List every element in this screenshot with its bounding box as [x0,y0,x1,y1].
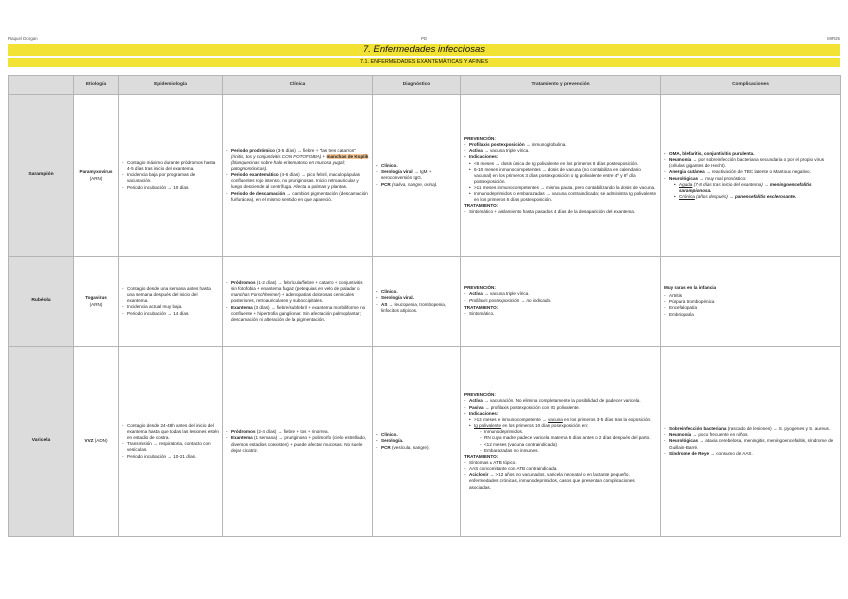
diagnosis-cell [373,257,461,347]
row-label: Rubéola [9,257,74,347]
list-item: - Exantema (3 días) → fiebre/subfebril + exantema morbiliforme no confluente + hipertrofia ganglionar. Sin afectación palmoplantar; descamación ni alteración de la pigmentación. [226,305,369,323]
list-item: - Periodo exantemático (4-6 días) → pico febril, maculopápulas confluentes rojo intenso, no pruriginosas. Inicio retroauricular y luego desciende al centrífuga. Afecta a palmas y plantas. [226,172,369,190]
list-item: - Periodo prodrómico (3-5 días) → fiebre + "las tres catarros" (rinitis, tos y conjuntivitis CON FOTOFOBIA) + manchas de Koplik (blanquecinas sobre halo eritematoso en mucosa yugal; patognomónicas). [226,148,369,172]
list-item: - Neurológicas → muy mal pronóstico: [664,176,837,182]
etiology-cell: Paramyxovirus (ARN) [74,95,119,257]
list-item: - Contagio desde una semana antes hasta una semana después del inicio del exantema. [122,286,219,304]
list-item: - Artritis [664,293,837,299]
list-item: - Periodo de descamación → cambios pigmentación (descamación furfurácea), en el mismo sentido en que apareció. [226,191,369,203]
list-item: - Serología viral. [376,295,457,301]
page-header [8,36,840,44]
etiology-cell: Togavirus (ARN) [74,257,119,347]
epidemiology-cell [119,257,223,347]
list-item: • Aguda (7-8 días tras inicio del exantema) → meningoencefalitis sarampionosa. [674,182,837,194]
section-subtitle: 7.1. ENFERMEDADES EXANTEMÁTICAS Y AFINES [8,58,840,67]
list-item: - Contagio desde 24-48h antes del inicio del exantema hasta que todas las lesiones estén en estadio de costra. [122,423,219,441]
list-item: - Activa → vacuna triple vírica. [464,148,657,154]
epidemiology-cell [119,95,223,257]
list-item: • >11 meses inmunocompetentes → misma pauta, pero contabilizando la dosis de vacuna. [469,185,657,191]
list-item: - AS → leucopenia, trombopenia, linfocitos atípicos. [376,302,457,314]
list-item: • Inmunodeprimidos o embarazadas → vacuna contraindicada; se administra Ig polivalente en los primeros 6 días postexposición. [469,191,657,203]
column-header: Etiología [74,76,119,95]
table-header-row [9,76,841,95]
epidemiology-cell [119,347,223,537]
list-item: - Indicaciones: [464,411,657,417]
column-header: Epidemiología [119,76,223,95]
list-item: - Aciclovir → >12 años no vacunados, varicela neonatal o en lactante pequeño, enfermedades crónicas, inmunodeprimidos, casos que presentan complicaciones asociadas. [464,472,657,490]
list-item: - Serología. [376,438,457,444]
table-row-rubeola [9,257,841,347]
row-label: Varicela [9,347,74,537]
list-item: - Sintomático. [464,311,657,317]
list-item: - Serología viral → IgM + seroconversión IgG. [376,169,457,181]
list-item: - Pródromos (1-2 días) → febrícula/fiebre + catarro + conjuntivitis sin fotofobia + enantema fugaz (petequias en velo de paladar o manchas Forschheimer) + adenopatías dolorosas cervicales posteriores, retroauriculares y suboccipitales. [226,280,369,304]
column-header: Complicaciones [661,76,841,95]
complications-cell [661,347,841,537]
table-row-sarampion [9,95,841,257]
list-item: - Incidencia baja por programas de vacunación. [122,172,219,184]
header-course: MIR25 [827,36,840,41]
etiology-cell: VVZ (ADN) [74,347,119,537]
list-item: - OMA, blefaritis, conjuntivitis purulenta. [664,151,837,157]
list-item: - Profilaxis postexposición → no indicada. [464,298,657,304]
diseases-table [8,75,841,537]
header-author: Raquel Dorgan [8,36,38,41]
clinical-cell [223,347,373,537]
list-item: - Encefalopatía [664,305,837,311]
list-item: - Neumonía → poco frecuente en niños. [664,432,837,438]
list-item: - AAS concomitante con ATB contraindicada. [464,466,657,472]
list-item: - Pasiva → profilaxis postexposición con IG polivalente. [464,405,657,411]
list-item: - PCR (vesícula, sangre). [376,445,457,451]
treatment-cell: PREVENCIÓN: - Profilaxis postexposición → inmunoglobulina. - Activa → vacuna triple vírica. - Indicaciones: • <6 meses → dosis única de Ig polivalente en los primeros 6 días postexposición. • 6-10 meses inmunocompetentes → dosis de vacuna (no contabiliza en calendario vacunal) en los primeros 3 días postexposición o Ig polivalente entre 4º y 6º día postexposición. • >11 meses inmunocompetentes → misma pauta, pero contabilizando la dosis de vacuna. • Inmunodeprimidos o embarazadas → vacuna contraindicada; se administra Ig polivalente en los primeros 6 días postexposición. TRATAMIENTO: - Sintomático + aislamiento hasta pasados 4 días de la desaparición del exantema. [461,95,661,257]
list-item: - Síndrome de Reye → consumo de AAS. [664,451,837,457]
column-header: Tratamiento y prevención [461,76,661,95]
list-item: - Activa → vacuna triple vírica. [464,291,657,297]
column-header: Clínica [223,76,373,95]
treatment-cell: PREVENCIÓN: - Activa → vacunación. No elimina completamente la posibilidad de padecer varicela. - Pasiva → profilaxis postexposición con IG polivalente. - Indicaciones: • >12 meses e inmunocompetente → vacuna en los primeros 3-5 días tras la exposición. • Ig polivalente en los primeros 10 días posexposición en: ◦ Inmunodeprimidos. ◦ RN cuya madre padece varicela materna 5 días antes o 2 días después del parto. ◦ <12 meses (vacuna contraindicada) ◦ Embarazadas no inmunes. TRATAMIENTO: - Síntomas ± ATB tópico. - AAS concomitante con ATB contraindicada. - Aciclovir → >12 años no vacunados, varicela neonatal o en lactante pequeño, enfermedades crónicas, inmunodeprimidos, casos que presentan complicaciones asociadas. [461,347,661,537]
list-item: - PCR (saliva, sangre, orina). [376,182,457,188]
column-header: Diagnóstico [373,76,461,95]
list-item: ◦ <12 meses (vacuna contraindicada) [480,442,657,448]
clinical-cell [223,95,373,257]
complications-cell: Muy raras en la infancia - Artritis - Púrpura trombopénica - Encefalopatía - Embriopatía [661,257,841,347]
list-item: - Púrpura trombopénica [664,299,837,305]
list-item: - Neumonía → por sobreinfección bacteriana secundaria o por el propio virus (células gigantes de Hecht). [664,157,837,169]
list-item: - Pródromos (2-4 días) → fiebre + tos + rinorrea. [226,429,369,435]
header-corner [9,76,74,95]
highlight-koplik: manchas de Koplik [326,153,369,159]
clinical-cell [223,257,373,347]
list-item: - Exantema (1 semana) → pruriginoso + polimorfo (cielo estrellado, diversos estadios coexisten) + puede afectar mucosas. No suele dejar cicatriz. [226,435,369,453]
diagnosis-cell [373,95,461,257]
list-item: - Neurológicas → ataxia cerebelosa, meningitis, meningoencefalitis, síndrome de Guillain-Barré. [664,438,837,450]
list-item: ◦ RN cuya madre padece varicela materna 5 días antes o 2 días después del parto. [480,435,657,441]
list-item: ◦ Inmunodeprimidos. [480,429,657,435]
list-item: ◦ Embarazadas no inmunes. [480,448,657,454]
list-item: - Periodo incubación → 10-21 días. [122,454,219,460]
complications-cell [661,95,841,257]
list-item: - Sobreinfección bacteriana (rascado de lesiones) → S. pyogenes y S. aureus. [664,426,837,432]
list-item: - Anergia cutánea → reactivación de TBC latente o Mantoux negativo. [664,169,837,175]
list-item: - Contagio máximo durante pródromos hasta 4-5 días tras inicio del exantema. [122,160,219,172]
list-item: - Activa → vacunación. No elimina completamente la posibilidad de padecer varicela. [464,398,657,404]
list-item: - Periodo incubación → 10 días. [122,185,219,191]
list-item: - Indicaciones: [464,154,657,160]
chapter-title: 7. Enfermedades infecciosas [8,44,840,56]
list-item: • <6 meses → dosis única de Ig polivalente en los primeros 6 días postexposición. [469,161,657,167]
row-label: Sarampión [9,95,74,257]
list-item: - Transmisión → respiratoria, contacto con vesículas. [122,441,219,453]
list-item: - Incidencia actual muy baja. [122,304,219,310]
list-item: • 6-10 meses inmunocompetentes → dosis de vacuna (no contabiliza en calendario vacunal) en los primeros 3 días postexposición o Ig polivalente entre 4º y 6º día postexposición. [469,167,657,185]
diagnosis-cell [373,347,461,537]
header-center: PD [420,36,428,41]
list-item: - Clínico. [376,163,457,169]
list-item: - Sintomático + aislamiento hasta pasados 4 días de la desaparición del exantema. [464,209,657,215]
list-item: - Clínico. [376,432,457,438]
list-item: • Ig polivalente en los primeros 10 días posexposición en: [469,423,657,429]
list-item: - Clínico. [376,289,457,295]
list-item: - Periodo incubación → 14 días. [122,311,219,317]
list-item: - Embriopatía [664,312,837,318]
list-item: - Profilaxis postexposición → inmunoglobulina. [464,142,657,148]
treatment-cell: PREVENCIÓN: - Activa → vacuna triple vírica. - Profilaxis postexposición → no indicada. TRATAMIENTO: - Sintomático. [461,257,661,347]
list-item: - Síntomas ± ATB tópico. [464,460,657,466]
list-item: • >12 meses e inmunocompetente → vacuna en los primeros 3-5 días tras la exposición. [469,417,657,423]
list-item: • Crónica (años después) → panencefalitis esclerosante. [674,194,837,200]
table-row-varicela [9,347,841,537]
